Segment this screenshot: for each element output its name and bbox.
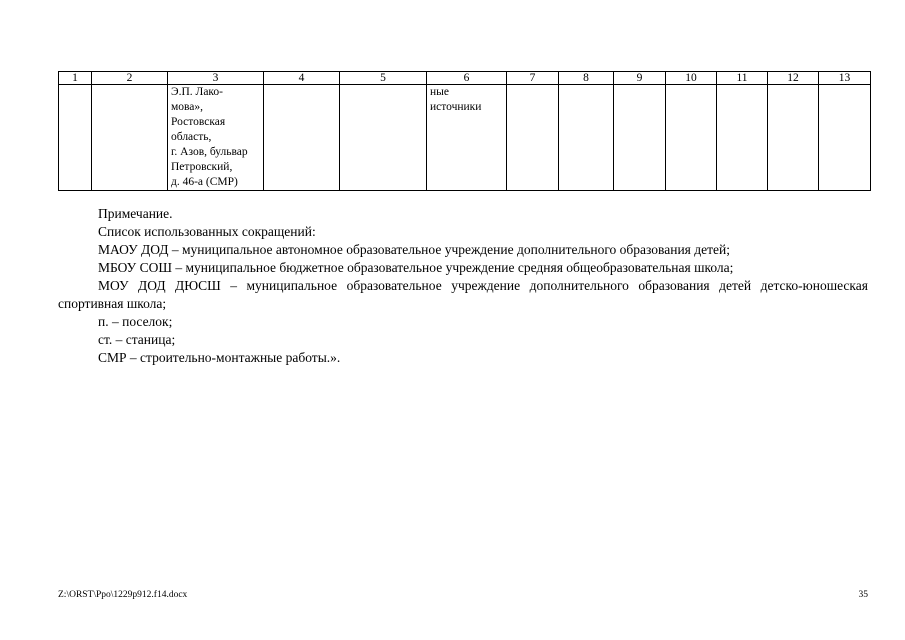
notes-subtitle: Список использованных сокращений: [98,224,316,239]
table-header-row [59,72,871,85]
page-footer [58,590,868,600]
notes-title: Примечание. [98,206,173,221]
footer-file-path: Z:\ORST\Ppo\1229p912.f14.docx [58,590,188,600]
cell-text-line: Э.П. Лако- [171,86,224,98]
cell-text-line: мова», [171,101,204,113]
abbreviation-item: ст. – станица; [98,332,176,347]
header-cell: 1 [59,72,92,85]
table-cell [59,85,92,191]
header-cell: 10 [666,72,717,85]
abbreviation-item: МАОУ ДОД – муниципальное автономное образовательное учреждение дополнительного образования детей; [98,242,730,257]
header-cell: 9 [614,72,666,85]
header-cell: 3 [168,72,264,85]
table-cell-address [168,85,264,191]
notes-section [58,205,868,367]
header-cell: 6 [427,72,507,85]
abbreviation-item: МОУ ДОД ДЮСШ – муниципальное образовательное учреждение дополнительного образования детей детско-юношеская спортивная школа; [58,278,868,311]
cell-text-line: источники [430,101,482,113]
page-number: 35 [858,590,868,600]
header-cell: 11 [717,72,768,85]
cell-text-line: ные [430,86,449,98]
cell-text-line: область, [171,131,212,143]
table-cell [507,85,559,191]
table-cell [264,85,340,191]
data-table [58,71,871,191]
table-cell [614,85,666,191]
table-cell-funding-source [427,85,507,191]
table-cell [666,85,717,191]
header-cell: 7 [507,72,559,85]
table-cell [819,85,871,191]
abbreviation-item: СМР – строительно-монтажные работы.». [98,350,341,365]
header-cell: 4 [264,72,340,85]
table-cell [92,85,168,191]
table-row [59,85,871,191]
cell-text-line: Петровский, [171,161,233,173]
abbreviation-item: п. – поселок; [98,314,173,329]
cell-text-line: Ростовская [171,116,226,128]
header-cell: 8 [559,72,614,85]
cell-text-line: г. Азов, бульвар [171,146,248,158]
table-cell [768,85,819,191]
header-cell: 13 [819,72,871,85]
abbreviation-item: МБОУ СОШ – муниципальное бюджетное образовательное учреждение средняя общеобразовательная школа; [98,260,734,275]
table-cell [717,85,768,191]
header-cell: 2 [92,72,168,85]
header-cell: 5 [340,72,427,85]
table-cell [559,85,614,191]
cell-text-line: д. 46-а (СМР) [171,176,238,188]
header-cell: 12 [768,72,819,85]
table-cell [340,85,427,191]
